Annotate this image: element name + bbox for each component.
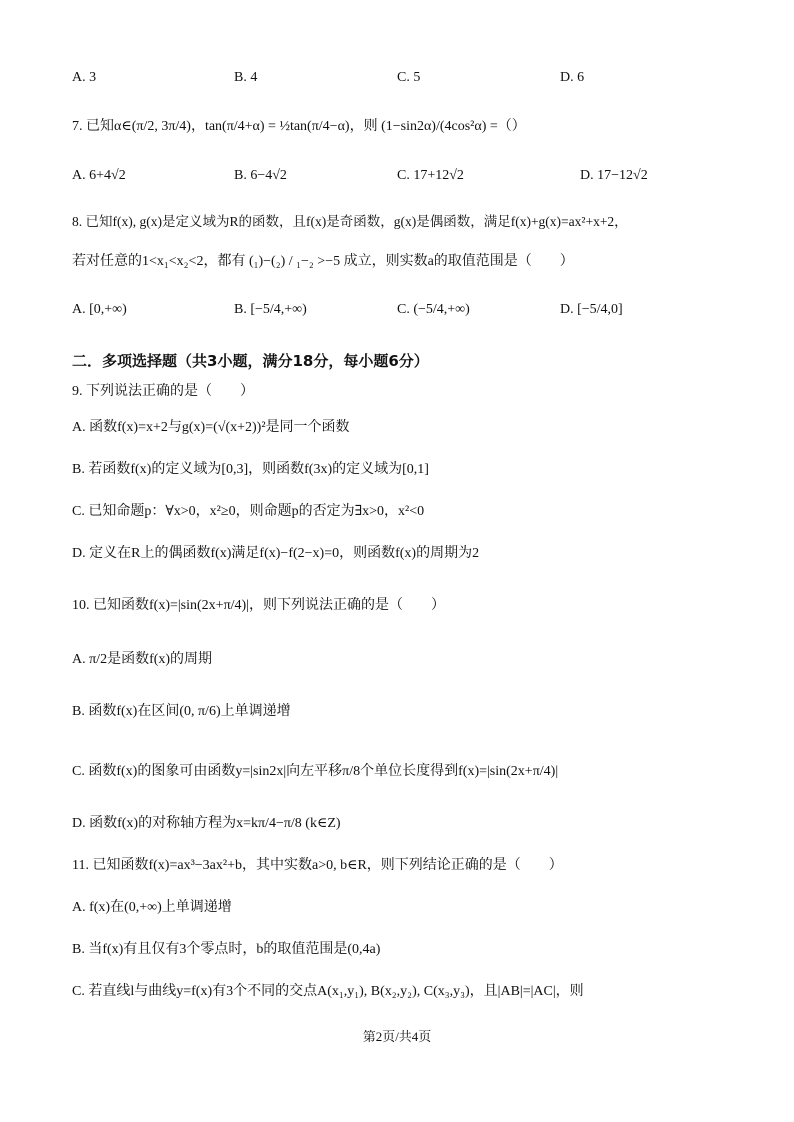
q8-option-a: A. [0,+∞) [72,302,127,317]
q7-option-b: B. 6−4√2 [234,168,287,183]
q7-stem: 7. 已知α∈(π/2, 3π/4)，tan(π/4+α) = ½tan(π/4−α)，则 (1−sin2α)/(4cos²α) =（） [72,119,526,134]
q9-option-b: B. 若函数f(x)的定义域为[0,3]，则函数f(3x)的定义域为[0,1] [72,462,429,477]
q10-option-c: C. 函数f(x)的图象可由函数y=|sin2x|向左平移π/8个单位长度得到f(x)=|sin(2x+π/4)| [72,764,559,779]
q10-option-a: A. π/2是函数f(x)的周期 [72,652,213,667]
page-number: 第2页/共4页 [362,1029,432,1044]
q8-option-d: D. [−5/4,0] [560,302,623,317]
section-heading: 二．多项选择题（共3小题，满分18分，每小题6分） [72,352,429,370]
q11-stem: 11. 已知函数f(x)=ax³−3ax²+b，其中实数a>0, b∈R，则下列结论正确的是（ ） [72,858,563,873]
q9-stem: 9. 下列说法正确的是（ ） [72,384,254,399]
q11-option-c: C. 若直线l与曲线y=f(x)有3个不同的交点A(x₁,y₁), B(x₂,y₂), C(x₃,y₃)，且|AB|=|AC|，则 [72,984,584,999]
q7-option-a: A. 6+4√2 [72,168,126,183]
q6-option-a: A. 3 [72,70,97,85]
q10-stem: 10. 已知函数f(x)=|sin(2x+π/4)|，则下列说法正确的是（ ） [72,598,446,613]
q8-option-c: C. (−5/4,+∞) [397,302,470,317]
q6-option-b: B. 4 [234,70,258,85]
q8-line2: 若对任意的1<x₁<x₂<2，都有 (₁)−(₂) / ₁−₂ >−5 成立，则实数a的取值范围是（ ） [72,254,574,269]
q9-option-a: A. 函数f(x)=x+2与g(x)=(√(x+2))²是同一个函数 [72,420,350,435]
q8-line1: 8. 已知f(x), g(x)是定义域为R的函数，且f(x)是奇函数，g(x)是偶函数，满足f(x)+g(x)=ax²+x+2， [72,214,628,229]
q7-option-d: D. 17−12√2 [580,168,648,183]
q10-option-b: B. 函数f(x)在区间(0, π/6)上单调递增 [72,704,291,719]
q6-option-c: C. 5 [397,70,421,85]
q9-option-d: D. 定义在R上的偶函数f(x)满足f(x)−f(2−x)=0，则函数f(x)的周期为2 [72,546,480,561]
q6-option-d: D. 6 [560,70,585,85]
q11-option-b: B. 当f(x)有且仅有3个零点时，b的取值范围是(0,4a) [72,942,381,957]
q10-option-d: D. 函数f(x)的对称轴方程为x=kπ/4−π/8 (k∈Z) [72,816,341,831]
q9-option-c: C. 已知命题p：∀x>0，x²≥0，则命题p的否定为∃x>0，x²<0 [72,504,425,519]
q8-option-b: B. [−5/4,+∞) [234,302,307,317]
q7-option-c: C. 17+12√2 [397,168,464,183]
q11-option-a: A. f(x)在(0,+∞)上单调递增 [72,900,232,915]
